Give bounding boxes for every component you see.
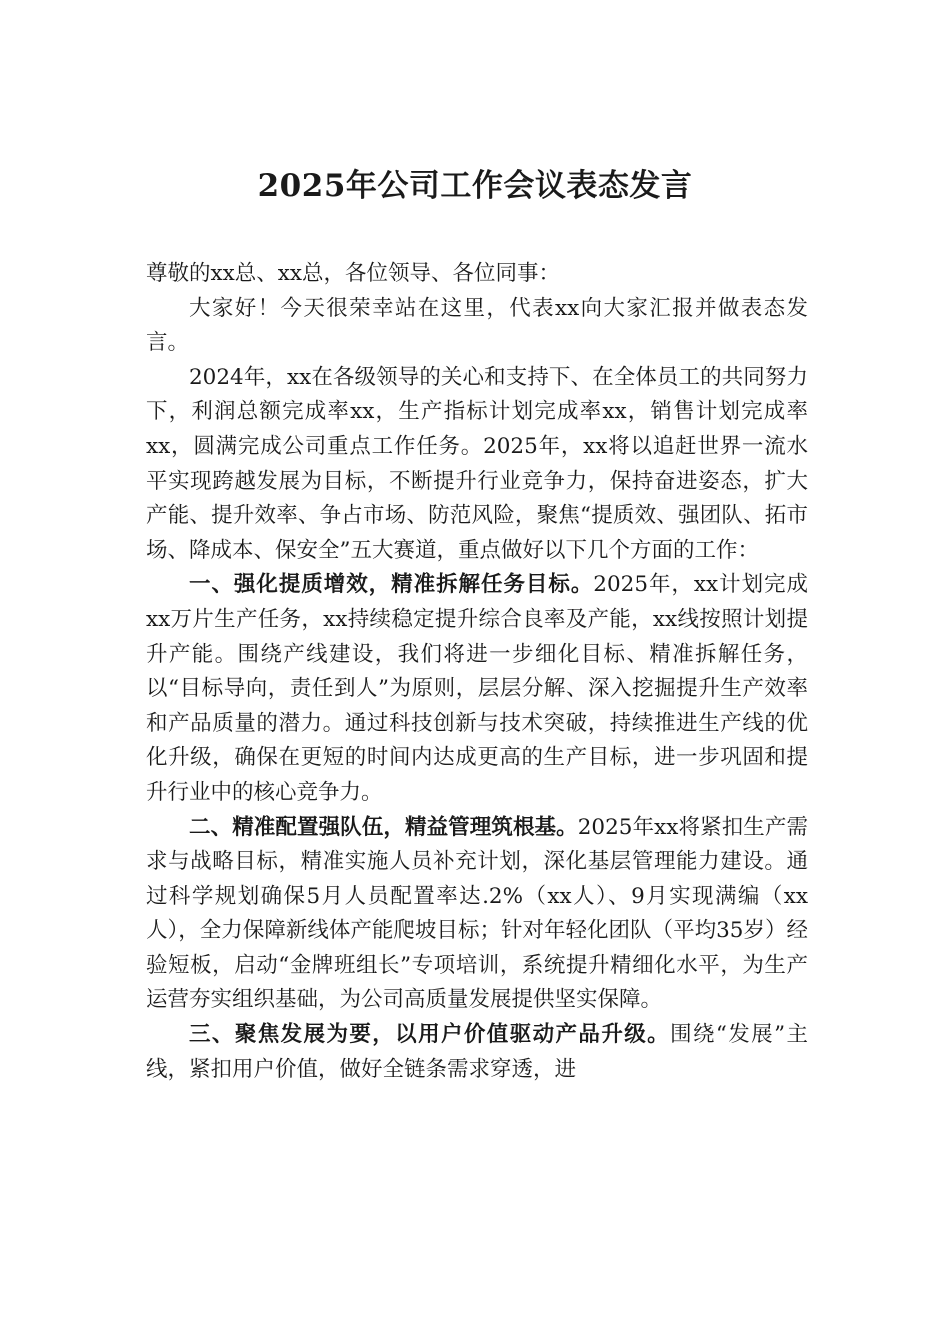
paragraph-greeting xyxy=(146,292,808,361)
document-title: 2025年公司工作会议表态发言 xyxy=(257,168,693,204)
section-heading: 二、精准配置强队伍，精益管理筑根基。 xyxy=(189,814,578,840)
document-body xyxy=(146,257,808,1087)
paragraph-text: 2025年xx将紧扣生产需求与战略目标，精准实施人员补充计划，深化基层管理能力建设。通过科学规划确保5月人员配置率达.2%（xx人）、9月实现满编（xx人），全力保障新线体产能爬坡目标；针对年轻化团队（平均35岁）经验短板，启动“金牌班组长”专项培训，系统提升精细化水平，为生产运营夯实组织基础，为公司高质量发展提供坚实保障。 xyxy=(146,814,808,1013)
paragraph-text: 2024年，xx在各级领导的关心和支持下、在全体员工的共同努力下，利润总额完成率xx，生产指标计划完成率xx，销售计划完成率xx，圆满完成公司重点工作任务。2025年，xx将以追赶世界一流水平实现跨越发展为目标，不断提升行业竞争力，保持奋进姿态，扩大产能、提升效率、争占市场、防范风险，聚焦“提质效、强团队、拓市场、降成本、保安全”五大赛道，重点做好以下几个方面的工作： xyxy=(146,364,808,563)
paragraph-section-1 xyxy=(146,568,808,810)
paragraph-overview xyxy=(146,361,808,569)
paragraph-text: 围绕“发展”主线，紧扣用户价值，做好全链条需求穿透，进 xyxy=(146,1022,808,1082)
paragraph-section-3 xyxy=(146,1018,808,1087)
salutation: 尊敬的xx总、xx总，各位领导、各位同事： xyxy=(146,261,561,286)
paragraph-section-2 xyxy=(146,811,808,1019)
paragraph-text: 大家好！今天很荣幸站在这里，代表xx向大家汇报并做表态发言。 xyxy=(146,295,808,356)
section-heading: 三、聚焦发展为要，以用户价值驱动产品升级。 xyxy=(189,1022,671,1048)
paragraph-text: 2025年，xx计划完成xx万片生产任务，xx持续稳定提升综合良率及产能，xx线按照计划提升产能。围绕产线建设，我们将进一步细化目标、精准拆解任务，以“目标导向，责任到人”为原则，层层分解、深入挖掘提升生产效率和产品质量的潜力。通过科技创新与技术突破，持续推进生产线的优化升级，确保在更短的时间内达成更高的生产目标，进一步巩固和提升行业中的核心竞争力。 xyxy=(146,572,808,805)
section-heading: 一、强化提质增效，精准拆解任务目标。 xyxy=(189,572,594,598)
